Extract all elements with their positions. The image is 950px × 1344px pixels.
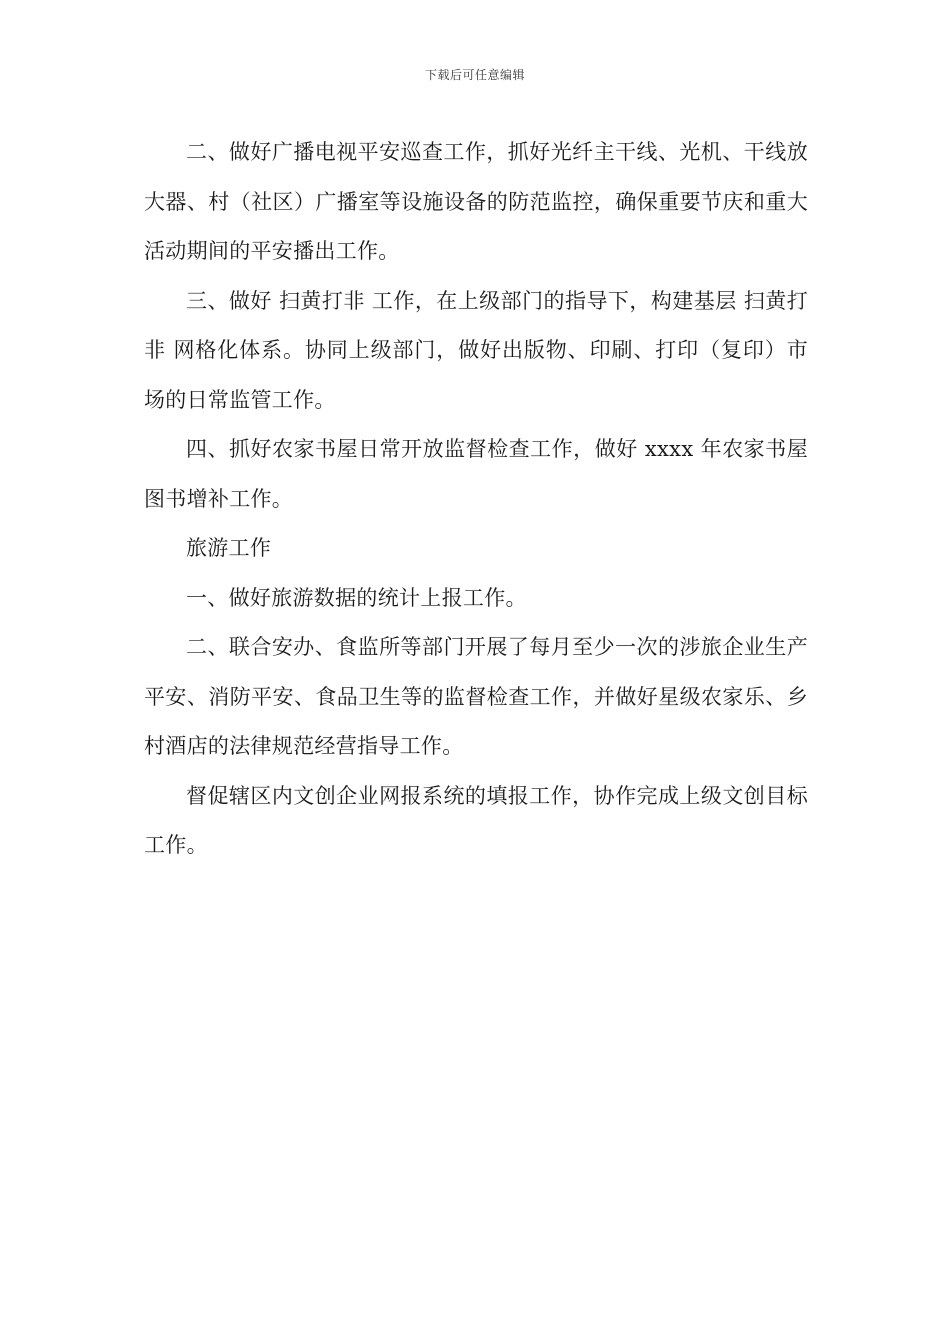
paragraph-tourism-statistics: 一、做好旅游数据的统计上报工作。 — [186, 585, 527, 610]
paragraph-broadcast-inspection: 二、做好广播电视平安巡查工作，抓好光纤主干线、光机、干线放大器、村（社区）广播室等设施设备的防范监控，确保重要节庆和重大活动期间的平安播出工作。 — [144, 140, 808, 263]
section-heading-tourism: 旅游工作 — [186, 536, 272, 560]
page-header: 下载后可任意编辑 — [424, 68, 525, 82]
paragraph-farm-library: 四、抓好农家书屋日常开放监督检查工作，做好 xxxx 年农家书屋图书增补工作。 — [144, 437, 808, 511]
paragraph-anti-pornography: 三、做好 扫黄打非 工作，在上级部门的指导下，构建基层 扫黄打非 网格化体系。协同上级部门，做好出版物、印刷、打印（复印）市场的日常监管工作。 — [144, 288, 808, 412]
paragraph-cultural-enterprise: 督促辖区内文创企业网报系统的填报工作，协作完成上级文创目标工作。 — [144, 783, 808, 857]
document-body — [144, 128, 808, 871]
paragraph-tourism-safety: 二、联合安办、食监所等部门开展了每月至少一次的涉旅企业生产平安、消防平安、食品卫生等的监督检查工作，并做好星级农家乐、乡村酒店的法律规范经营指导工作。 — [144, 635, 808, 758]
